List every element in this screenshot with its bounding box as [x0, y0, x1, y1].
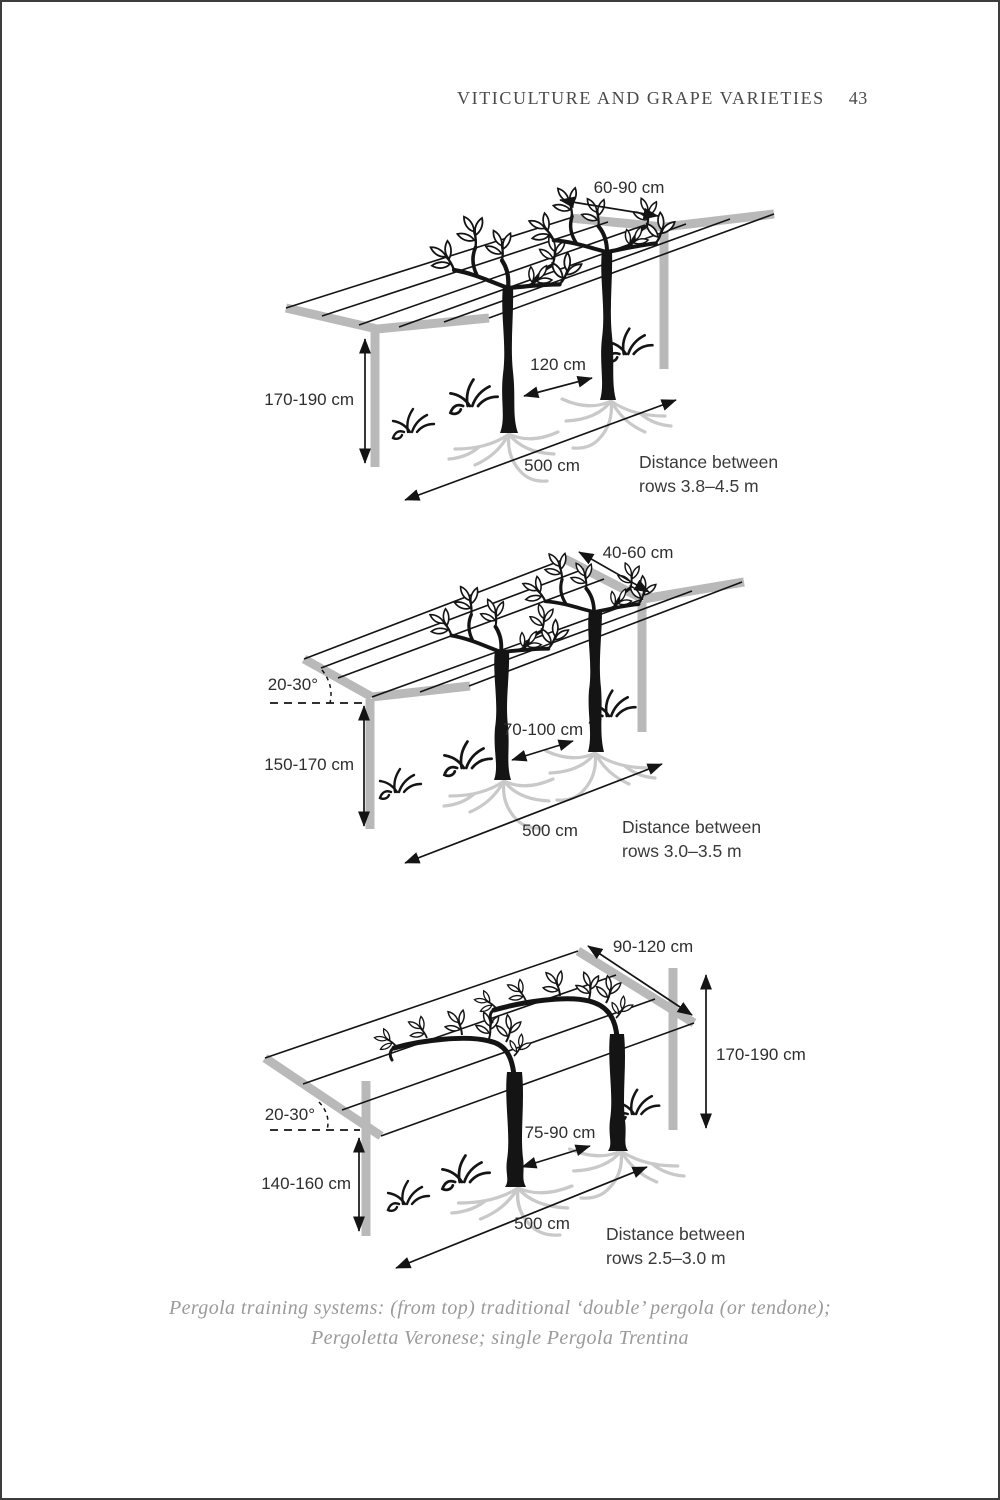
vine-roots — [546, 751, 655, 800]
vine-spacing-arrow — [522, 1146, 590, 1167]
row-distance-label-line1: Distance between — [606, 1224, 746, 1244]
arm-angle-label: 20-30° — [267, 675, 318, 694]
grass-tuft — [442, 1156, 489, 1190]
canopy-height-label: 170-190 cm — [716, 1045, 806, 1064]
row-distance-label-line1: Distance between — [622, 817, 762, 837]
figure-caption — [2, 1293, 998, 1353]
grapevine — [421, 583, 572, 780]
figure-pergoletta-veronese — [252, 537, 797, 882]
grass-tuft — [388, 1181, 429, 1211]
grass-tuft — [450, 380, 497, 414]
row-length-label: 500 cm — [524, 456, 580, 475]
row-distance-label-line2: rows 3.8–4.5 m — [639, 476, 759, 496]
arm-length-label: 90-120 cm — [612, 937, 694, 956]
grass-tuft — [380, 769, 421, 799]
near-cross-arm — [286, 308, 489, 329]
caption-line-2: Pergoletta Veronese; single Pergola Trentina — [311, 1327, 689, 1349]
trellis-structure — [286, 214, 774, 467]
canopy-width-label: 60-90 cm — [593, 178, 665, 197]
vine-roots — [562, 399, 671, 448]
grass-tuft — [393, 409, 434, 439]
figure-pergola-trentina — [232, 927, 807, 1287]
post-height-label: 140-160 cm — [261, 1174, 351, 1193]
canopy-wires — [304, 559, 742, 697]
arm-length-label: 40-60 cm — [602, 543, 674, 562]
running-header — [457, 88, 868, 109]
far-beam-right — [643, 582, 744, 599]
grass-tuft — [607, 329, 652, 362]
caption-line-1: Pergola training systems: (from top) traditional ‘double’ pergola (or tendone); — [168, 1297, 832, 1319]
vine-spacing-label: 75-90 cm — [524, 1123, 596, 1142]
vine-spacing-label: 120 cm — [530, 355, 586, 374]
chapter-title: VITICULTURE AND GRAPE VARIETIES — [457, 88, 825, 108]
post-height-label: 150-170 cm — [264, 755, 354, 774]
trellis-structure — [304, 559, 744, 829]
vine-spacing-arrow — [524, 378, 592, 396]
figure-tendone-pergola — [242, 152, 802, 532]
trellis-structure — [265, 951, 694, 1236]
row-distance-label-line2: rows 2.5–3.0 m — [606, 1248, 726, 1268]
vine-spacing-label: 70-100 cm — [502, 720, 584, 739]
page-number: 43 — [848, 88, 868, 108]
row-length-label: 500 cm — [522, 821, 578, 840]
row-distance-label-line2: rows 3.0–3.5 m — [622, 841, 742, 861]
row-length-arrow — [405, 400, 676, 500]
arm-angle-label: 20-30° — [264, 1105, 315, 1124]
grass-tuft — [444, 742, 491, 776]
row-distance-label-line1: Distance between — [639, 452, 779, 472]
row-length-label: 500 cm — [514, 1214, 570, 1233]
post-height-label: 170-190 cm — [264, 390, 354, 409]
